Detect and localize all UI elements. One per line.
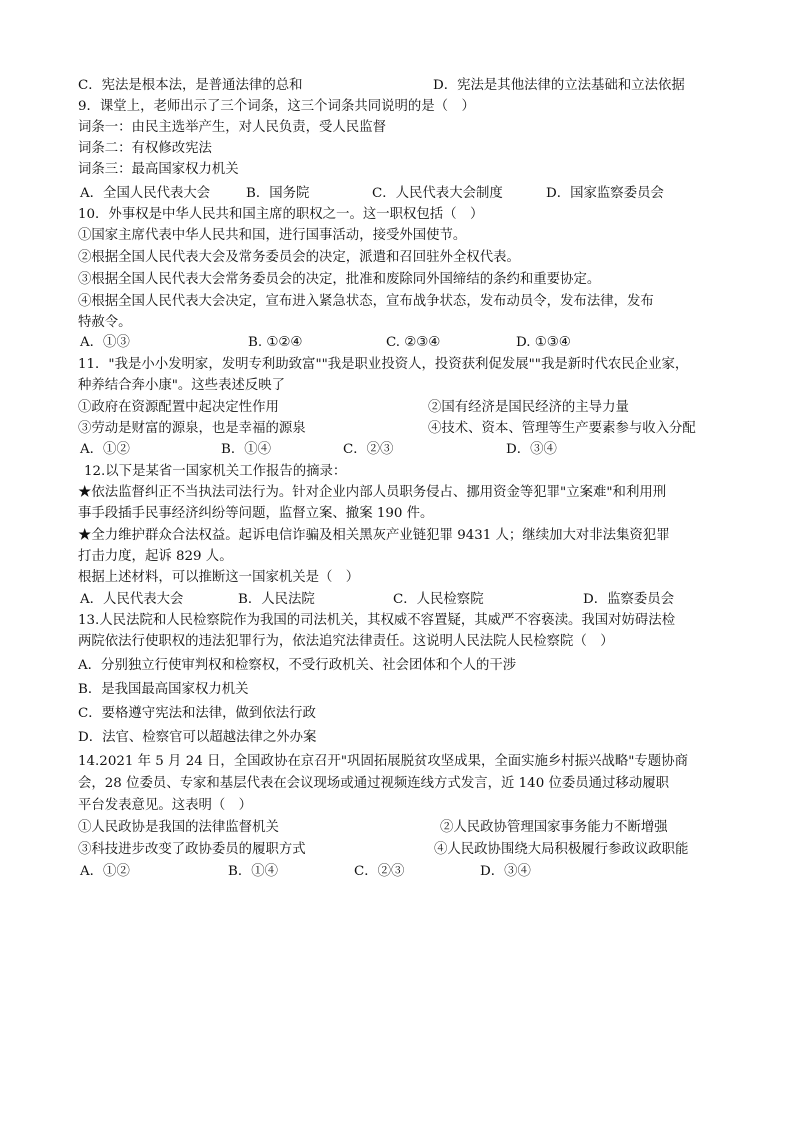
- q10-statement-4-cont: 特赦令。: [78, 315, 132, 330]
- q12-paragraph-2-cont: 打击力度，起诉 829 人。: [78, 549, 233, 564]
- q9-item-3: 词条三：最高国家权力机关: [78, 162, 239, 177]
- q13-stem-cont: 两院依法行使职权的违法犯罪行为，依法追究法律责任。这说明人民法院人民检察院（ ）: [78, 634, 614, 649]
- q12-stem: 12.以下是某省一国家机关工作报告的摘录：: [84, 464, 347, 479]
- q11-option-c: C．②③: [343, 442, 394, 457]
- q14-stem-cont-2: 平台发表意见。这表明（ ）: [78, 798, 253, 813]
- q10-option-c: C. ②③④: [386, 335, 441, 350]
- q14-stem: 14.2021 年 5 月 24 日，全国政协在京召开"巩固拓展脱贫攻坚成果，全面实施乡村振兴战略"专题协商: [78, 754, 688, 769]
- q14-stem-cont-1: 会，28 位委员、专家和基层代表在会议现场或通过视频连线方式发言，近 140 位委员通过移动履职: [78, 776, 669, 791]
- q13-option-a: A．分别独立行使审判权和检察权，不受行政机关、社会团体和个人的干涉: [78, 658, 517, 673]
- q12-paragraph-1-cont: 事手段插手民事经济纠纷等问题，监督立案、撤案 190 件。: [78, 506, 434, 521]
- q14-statement-4: ④人民政协围绕大局积极履行参政议政职能: [434, 842, 689, 857]
- q11-stem-cont: 种养结合奔小康"。这些表述反映了: [78, 378, 286, 393]
- q13-option-d: D．法官、检察官可以超越法律之外办案: [78, 730, 317, 745]
- q10-options-row: [78, 333, 728, 353]
- q9-option-a: A．全国人民代表大会: [80, 186, 211, 201]
- q14-option-b: B．①④: [228, 864, 279, 879]
- q10-option-a: A．①③: [80, 335, 130, 350]
- q11-statement-2: ②国有经济是国民经济的主导力量: [428, 400, 629, 415]
- q11-statement-3: ③劳动是财富的源泉，也是幸福的源泉: [78, 421, 306, 436]
- q12-paragraph-1: ★依法监督纠正不当执法司法行为。针对企业内部人员职务侵占、挪用资金等犯罪"立案难"和利用刑: [78, 485, 667, 500]
- q11-statements-row-1: [78, 398, 728, 418]
- q9-options-row: [78, 184, 728, 204]
- q14-statement-2: ②人民政协管理国家事务能力不断增强: [440, 820, 668, 835]
- q11-options-row: [78, 440, 728, 460]
- q10-statement-1: ①国家主席代表中华人民共和国，进行国事活动，接受外国使节。: [78, 228, 467, 243]
- q10-statement-2: ②根据全国人民代表大会及常务委员会的决定，派遣和召回驻外全权代表。: [78, 250, 520, 265]
- q10-statement-4: ④根据全国人民代表大会决定，宣布进入紧急状态，宣布战争状态，发布动员令，发布法律，发布: [78, 294, 654, 309]
- q13-stem: 13.人民法院和人民检察院作为我国的司法机关，其权威不容置疑，其威严不容亵渎。我国对妨碍法检: [78, 613, 676, 628]
- q9-option-c: C．人民代表大会制度: [372, 186, 503, 201]
- q12-question: 根据上述材料，可以推断这一国家机关是（ ）: [78, 570, 360, 585]
- q9-stem: 9．课堂上，老师出示了三个词条，这三个词条共同说明的是（ ）: [78, 99, 475, 114]
- q11-statement-4: ④技术、资本、管理等生产要素参与收入分配: [428, 421, 696, 436]
- q14-statements-row-1: [78, 818, 728, 838]
- q13-option-b: B．是我国最高国家权力机关: [78, 682, 249, 697]
- q8-option-d: D．宪法是其他法律的立法基础和立法依据: [433, 78, 685, 93]
- q12-option-d: D．监察委员会: [583, 592, 675, 607]
- q14-option-c: C．②③: [354, 864, 405, 879]
- q9-option-b: B．国务院: [246, 186, 310, 201]
- q14-option-a: A．①②: [80, 864, 130, 879]
- q12-options-row: [78, 590, 728, 610]
- q10-statement-3: ③根据全国人民代表大会常务委员会的决定，批准和废除同外国缔结的条约和重要协定。: [78, 272, 601, 287]
- q8-option-c: C．宪法是根本法，是普通法律的总和: [78, 78, 303, 93]
- q11-option-a: A．①②: [80, 442, 130, 457]
- q10-stem: 10．外事权是中华人民共和国主席的职权之一。这一职权包括（ ）: [78, 207, 484, 222]
- q13-option-c: C．要格遵守宪法和法律，做到依法行政: [78, 706, 316, 721]
- q11-option-b: B．①④: [221, 442, 272, 457]
- q9-option-d: D．国家监察委员会: [546, 186, 664, 201]
- q12-paragraph-2: ★全力维护群众合法权益。起诉电信诈骗及相关黑灰产业链犯罪 9431 人；继续加大对非法集资犯罪: [78, 528, 670, 543]
- q14-statement-1: ①人民政协是我国的法律监督机关: [78, 820, 279, 835]
- q8-options-row: [78, 76, 728, 96]
- q14-statement-3: ③科技进步改变了政协委员的履职方式: [78, 842, 306, 857]
- q14-option-d: D．③④: [480, 864, 531, 879]
- q11-option-d: D．③④: [506, 442, 557, 457]
- q11-statements-row-2: [78, 419, 728, 439]
- q10-option-d: D. ①③④: [516, 335, 571, 350]
- q10-option-b: B. ①②④: [248, 335, 303, 350]
- q12-option-b: B．人民法院: [238, 592, 315, 607]
- q9-item-1: 词条一：由民主选举产生，对人民负责，受人民监督: [78, 120, 386, 135]
- q11-statement-1: ①政府在资源配置中起决定性作用: [78, 400, 279, 415]
- q11-stem: 11．"我是小小发明家，发明专利助致富""我是职业投资人，投资获利促发展""我是新时代农民企业家，: [78, 357, 689, 372]
- q9-item-2: 词条二：有权修改宪法: [78, 141, 212, 156]
- q14-statements-row-2: [78, 840, 728, 860]
- q12-option-a: A．人民代表大会: [80, 592, 184, 607]
- q14-options-row: [78, 862, 728, 882]
- q12-option-c: C．人民检察院: [393, 592, 484, 607]
